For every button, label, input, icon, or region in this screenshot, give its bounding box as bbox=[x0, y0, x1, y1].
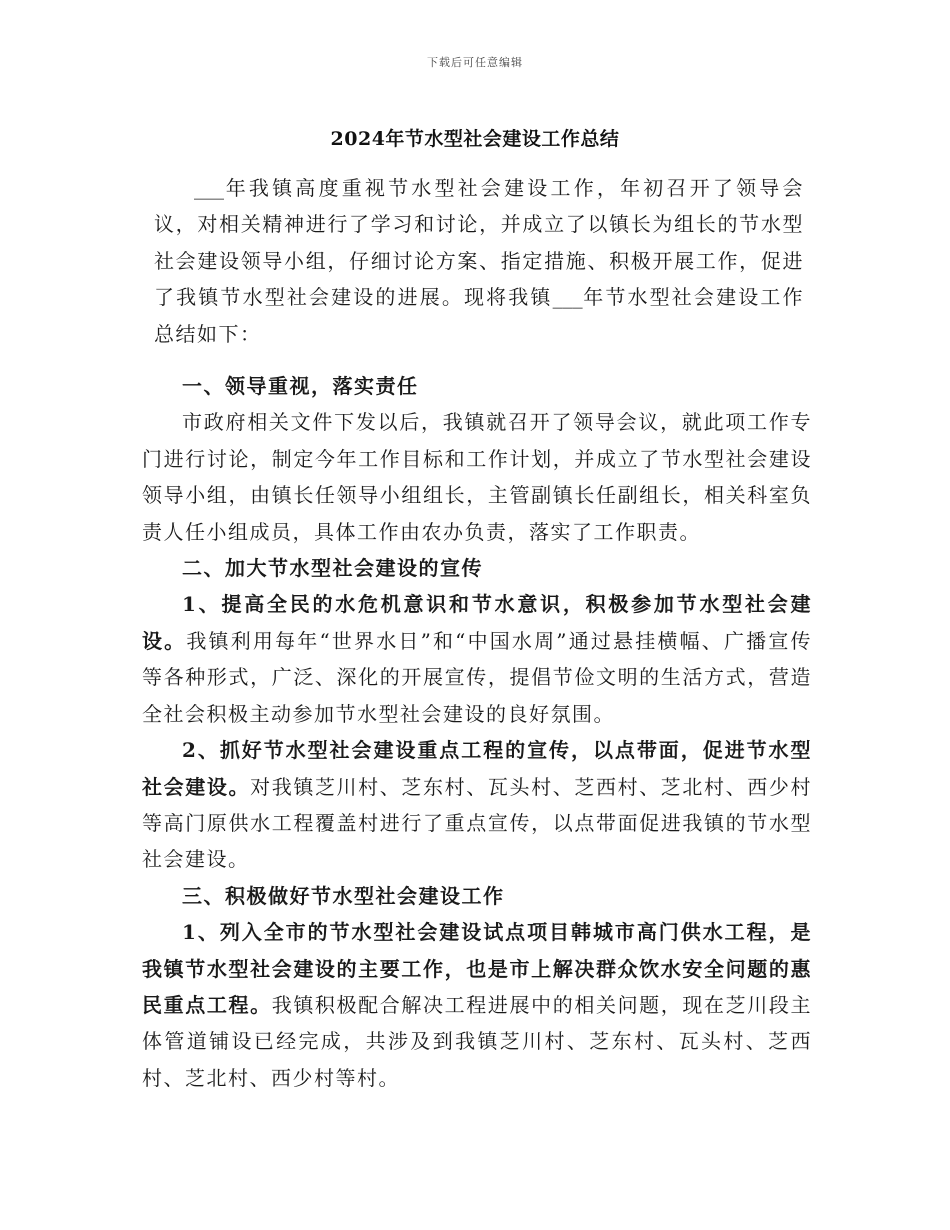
document-title: 2024年节水型社会建设工作总结 bbox=[330, 128, 620, 150]
section1-paragraph: 市政府相关文件下发以后，我镇就召开了领导会议，就此项工作专门进行讨论，制定今年工作目标和工作计划，并成立了节水型社会建设领导小组，由镇长任领导小组组长，主管副镇长任副组长，相关科室负责人任小组成员，具体工作由农办负责，落实了工作职责。 bbox=[142, 410, 812, 544]
section3-item1-lead: 1、列入全市的节水型社会建设试点项目韩城市高门供水工程，是我镇节水型社会建设的主要工作，也是市上解决群众饮水安全问题的惠民重点工程。 bbox=[142, 920, 812, 1017]
document-body bbox=[142, 170, 812, 1096]
header-note: 下载后可任意编辑 bbox=[427, 56, 523, 69]
section-gap bbox=[142, 352, 812, 368]
section3-item1-paragraph bbox=[142, 914, 812, 1096]
intro-text-2: 年节水型社会建设工作总结如下： bbox=[154, 285, 805, 346]
section3-item1-text: 我镇积极配合解决工程进展中的相关问题，现在芝川段主体管道铺设已经完成，共涉及到我镇芝川村、芝东村、瓦头村、芝西村、芝北村、西少村等村。 bbox=[142, 992, 813, 1090]
intro-blank-1: ___ bbox=[194, 176, 224, 200]
section2-item2-text: 对我镇芝川村、芝东村、瓦头村、芝西村、芝北村、西少村等高门原供水工程覆盖村进行了重点宣传，以点带面促进我镇的节水型社会建设。 bbox=[142, 774, 813, 872]
intro-text-1: 年我镇高度重视节水型社会建设工作，年初召开了领导会议，对相关精神进行了学习和讨论，并成立了以镇长为组长的节水型社会建设领导小组，仔细讨论方案、指定措施、积极开展工作，促进了我镇节水型社会建设的进展。现将我镇 bbox=[154, 176, 804, 310]
section1-heading: 一、领导重视，落实责任 bbox=[182, 374, 419, 399]
section3-heading: 三、积极做好节水型社会建设工作 bbox=[182, 883, 505, 908]
section2-item1-text: 我镇利用每年“世界水日”和“中国水周”通过悬挂横幅、广播宣传等各种形式，广泛、深化的开展宣传，提倡节俭文明的生活方式，营造全社会积极主动参加节水型社会建设的良好氛围。 bbox=[142, 628, 813, 726]
section2-item1-paragraph bbox=[142, 586, 812, 732]
intro-blank-2: ___ bbox=[552, 285, 583, 310]
section2-item1-lead: 1、提高全民的水危机意识和节水意识，积极参加节水型社会建设。 bbox=[142, 592, 812, 653]
section2-item2-paragraph bbox=[142, 732, 812, 878]
intro-paragraph bbox=[142, 170, 812, 352]
section2-heading: 二、加大节水型社会建设的宣传 bbox=[182, 556, 483, 581]
section2-item2-lead: 2、抓好节水型社会建设重点工程的宣传，以点带面，促进节水型社会建设。 bbox=[142, 738, 812, 799]
